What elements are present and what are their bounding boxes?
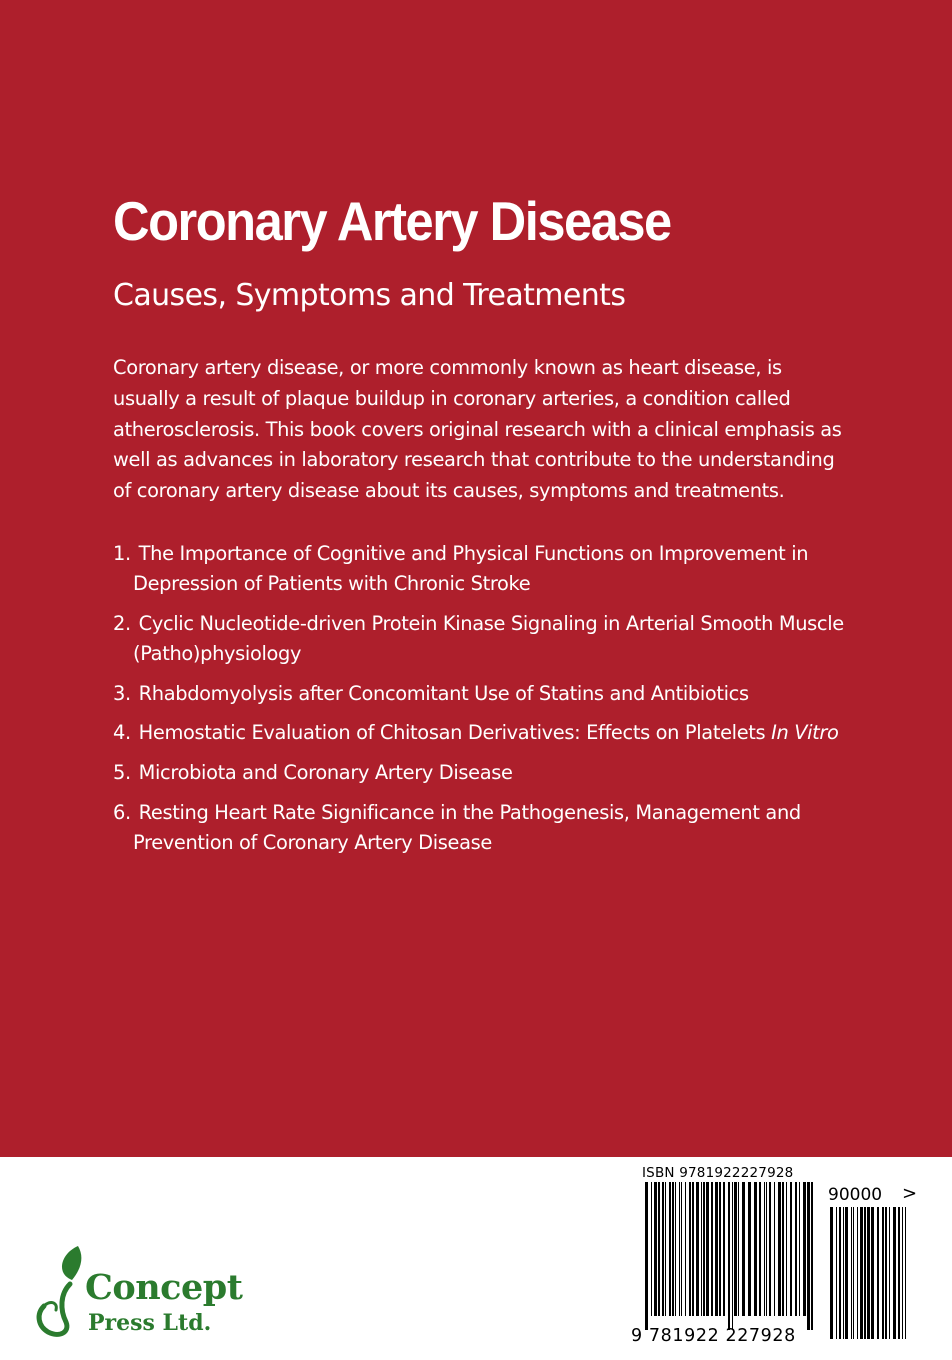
chapter-item [113,718,853,748]
barcode-bar [728,1182,730,1330]
barcode-bar [786,1182,787,1316]
barcode-addon-arrow: > [902,1183,918,1204]
barcode-bar [662,1182,664,1316]
chapter-title: Microbiota and Coronary Artery Disease [138,761,513,785]
barcode-bar [669,1182,671,1316]
chapter-title-italic: In Vitro [771,721,839,745]
barcode-bar [867,1207,870,1339]
chapter-number: 3. [113,681,131,705]
barcode-bar [782,1182,784,1316]
barcode-digits: 9 781922 227928 [631,1326,796,1346]
barcode-bar [742,1182,745,1316]
publisher-subname: Press Ltd. [88,1310,212,1336]
barcode-bar [689,1182,691,1316]
barcode-bar [845,1207,848,1339]
barcode-addon-label: 90000 [828,1185,883,1205]
barcode-bar [893,1207,896,1339]
barcode-bar [719,1182,721,1316]
chapter-item [113,798,853,858]
publisher-name: Concept [85,1267,243,1308]
barcode-bar [769,1182,771,1316]
barcode-bar [696,1182,699,1316]
barcode-bar [759,1182,761,1316]
barcode-bar [799,1182,800,1316]
barcode-bar [692,1182,694,1316]
barcode-bar [811,1182,813,1330]
barcode-bar [645,1182,648,1330]
barcode-bar [836,1207,837,1339]
barcode-bar [658,1182,660,1316]
barcode-bar [898,1207,900,1339]
isbn-label: ISBN 9781922227928 [642,1165,794,1181]
chapter-number: 5. [113,761,131,785]
chapter-title: Rhabdomyolysis after Concomitant Use of Statins and Antibiotics [138,681,749,705]
chapter-item [113,539,853,599]
barcode-bar [857,1207,858,1339]
barcode-bar [860,1207,863,1339]
publisher-logo [30,1240,260,1340]
chapter-item [113,758,853,788]
ean-barcode [645,1182,815,1330]
barcode-bar [839,1207,841,1339]
chapter-title: Resting Heart Rate Significance in the Pathogenesis, Management and Prevention of Coronary Artery Disease [133,800,801,854]
chapter-item [113,679,853,709]
barcode-bar [807,1182,810,1330]
barcode-bar [889,1207,890,1339]
barcode-bar [830,1207,833,1339]
chapter-list [113,539,853,868]
book-title: Coronary Artery Disease [113,190,671,252]
barcode-bar [681,1182,682,1316]
chapter-title: Cyclic Nucleotide-driven Protein Kinase Signaling in Arterial Smooth Muscle (Patho)physiology [133,611,844,665]
barcode-bar [715,1182,718,1316]
chapter-title: The Importance of Cognitive and Physical Functions on Improvement in Depression of Patients with Chronic Stroke [133,542,809,595]
barcode-bar [774,1182,775,1316]
barcode-bar [748,1182,751,1316]
barcode-bar [754,1182,757,1316]
barcode-bar [654,1182,657,1316]
addon-barcode [830,1207,910,1339]
barcode-bar [795,1182,797,1316]
barcode-bar [665,1182,666,1316]
barcode-bar [723,1182,725,1316]
barcode-bar [734,1182,737,1316]
barcode-bar [679,1182,680,1316]
book-description: Coronary artery disease, or more commonly known as heart disease, is usually a result of plaque buildup in coronary arteries, a condition called atherosclerosis. This book covers original research with a clinical emphasis as well as advances in laboratory research that contribute to the understanding of coronary artery disease about its causes, symptoms and treatments. [113,356,842,503]
barcode-bar [766,1182,767,1316]
chapter-number: 1. [113,542,131,565]
barcode-bar [701,1182,702,1316]
barcode-bar [871,1207,874,1339]
barcode-bar [651,1182,652,1316]
chapter-number: 4. [113,721,131,745]
barcode-bar [685,1182,686,1316]
barcode-bar [703,1182,705,1316]
barcode-bar [732,1182,733,1330]
barcode-bar [902,1207,903,1339]
barcode-bar [843,1207,844,1339]
chapter-number: 2. [113,611,131,635]
barcode-bar [905,1207,906,1339]
barcode-bar [803,1182,806,1316]
barcode-bar [853,1207,854,1339]
barcode-bar [675,1182,676,1316]
barcode-bar [877,1207,879,1339]
barcode-bar [885,1207,887,1339]
barcode-bar [738,1182,739,1316]
barcode-bar [864,1207,866,1339]
barcode-bar [790,1182,792,1316]
barcode-bar [882,1207,884,1339]
chapter-number: 6. [113,800,131,824]
book-subtitle: Causes, Symptoms and Treatments [113,278,626,313]
barcode-bar [851,1207,852,1339]
barcode-bar [778,1182,781,1316]
barcode-bar [672,1182,674,1316]
chapter-item [113,609,853,669]
barcode-bar [764,1182,765,1316]
chapter-title: Hemostatic Evaluation of Chitosan Derivatives: Effects on Platelets [138,721,766,745]
barcode-bar [711,1182,713,1316]
barcode-bar [706,1182,709,1316]
